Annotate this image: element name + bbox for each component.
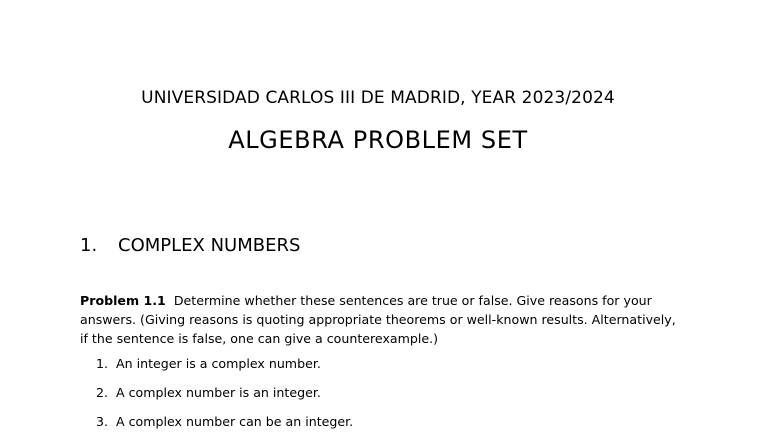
section-heading — [80, 235, 300, 256]
section-title: COMPLEX NUMBERS — [118, 235, 301, 256]
item-number: 1. — [96, 356, 109, 371]
problem-items — [96, 356, 353, 443]
list-item — [96, 385, 353, 414]
item-text: A complex number can be an integer. — [116, 414, 354, 429]
problem-label: Problem 1.1 — [80, 293, 166, 308]
problem-statement — [80, 291, 684, 348]
item-number: 3. — [96, 414, 109, 429]
section-number: 1. — [80, 235, 98, 256]
problem-text: Determine whether these sentences are true or false. Give reasons for your answers. (Giving reasons is quoting appropriate theorems or well-known results. Alternatively, if the sentence is false, one can give a counterexample.) — [80, 293, 676, 346]
item-text: A complex number is an integer. — [116, 385, 321, 400]
list-item — [96, 356, 353, 385]
document-title: ALGEBRA PROBLEM SET — [228, 126, 528, 154]
university-header: UNIVERSIDAD CARLOS III DE MADRID, YEAR 2023/2024 — [141, 88, 615, 108]
list-item — [96, 414, 353, 443]
item-text: An integer is a complex number. — [116, 356, 321, 371]
item-number: 2. — [96, 385, 109, 400]
